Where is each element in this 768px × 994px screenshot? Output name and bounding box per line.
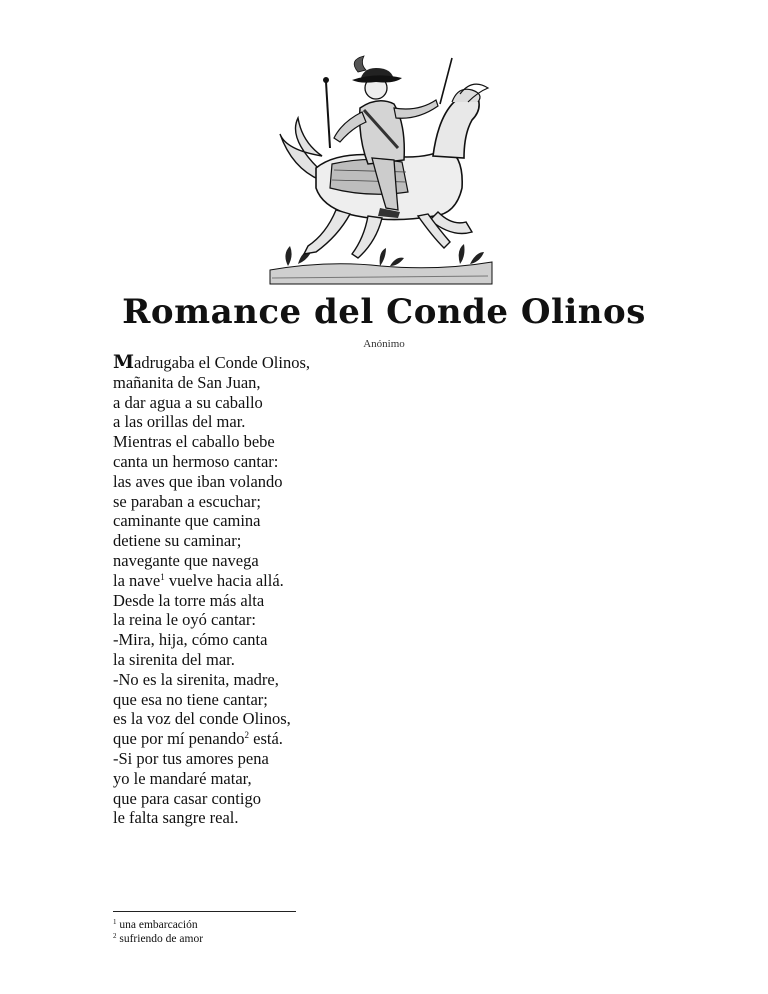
footnote-number: 1	[113, 918, 117, 926]
poem-line: la reina le oyó cantar:	[113, 610, 256, 630]
poem-line: que esa no tiene cantar;	[113, 689, 268, 709]
poem-line: se paraban a escuchar;	[113, 491, 261, 511]
poem-line: Desde la torre más alta	[113, 590, 265, 610]
footnote	[113, 933, 203, 947]
poem-line-text: la nave	[113, 570, 161, 590]
page-title: Romance del Conde Olinos	[122, 292, 646, 332]
footnote-number: 2	[113, 931, 117, 940]
poem-line: la sirenita del mar.	[113, 649, 235, 669]
poem-line	[113, 353, 413, 373]
poem-line-text: que por mí penando	[113, 729, 245, 749]
poem-line	[113, 729, 413, 749]
poem-line: navegante que navega	[113, 550, 259, 570]
poem-line: las aves que iban volando	[113, 471, 283, 491]
poem-line: mañanita de San Juan,	[113, 372, 261, 392]
author-name: Anónimo	[363, 338, 405, 350]
poem-line: caminante que camina	[113, 511, 261, 531]
poem-line-text: vuelve hacia allá.	[164, 570, 284, 590]
poem-line-text: está.	[249, 729, 283, 749]
poem-line: a las orillas del mar.	[113, 412, 246, 432]
footnotes	[113, 919, 203, 946]
poem-line	[113, 571, 413, 591]
footnote-text: una embarcación	[116, 919, 198, 931]
poem-line: yo le mandaré matar,	[113, 768, 252, 788]
drop-cap: M	[113, 351, 135, 373]
poem-line: -Si por tus amores pena	[113, 748, 269, 768]
poem-line: canta un hermoso cantar:	[113, 451, 279, 471]
poem-line: que para casar contigo	[113, 788, 261, 808]
poem-line: a dar agua a su caballo	[113, 392, 263, 412]
poem-line: le falta sangre real.	[113, 808, 239, 828]
poem-line: detiene su caminar;	[113, 531, 242, 551]
poem-line: -Mira, hija, cómo canta	[113, 630, 268, 650]
footnote-ref: 2	[244, 730, 250, 741]
poem-line-text: adrugaba el Conde Olinos,	[134, 353, 311, 372]
poem-body	[113, 353, 413, 828]
poem-line: -No es la sirenita, madre,	[113, 669, 279, 689]
footnote-ref: 1	[160, 571, 165, 582]
footnote	[113, 919, 203, 933]
woodcut-horseman-icon	[268, 38, 494, 288]
footnote-text: sufriendo de amor	[116, 932, 204, 945]
footnote-divider	[113, 911, 296, 912]
poem-line: es la voz del conde Olinos,	[113, 709, 291, 729]
poem-line: Mientras el caballo bebe	[113, 432, 275, 452]
